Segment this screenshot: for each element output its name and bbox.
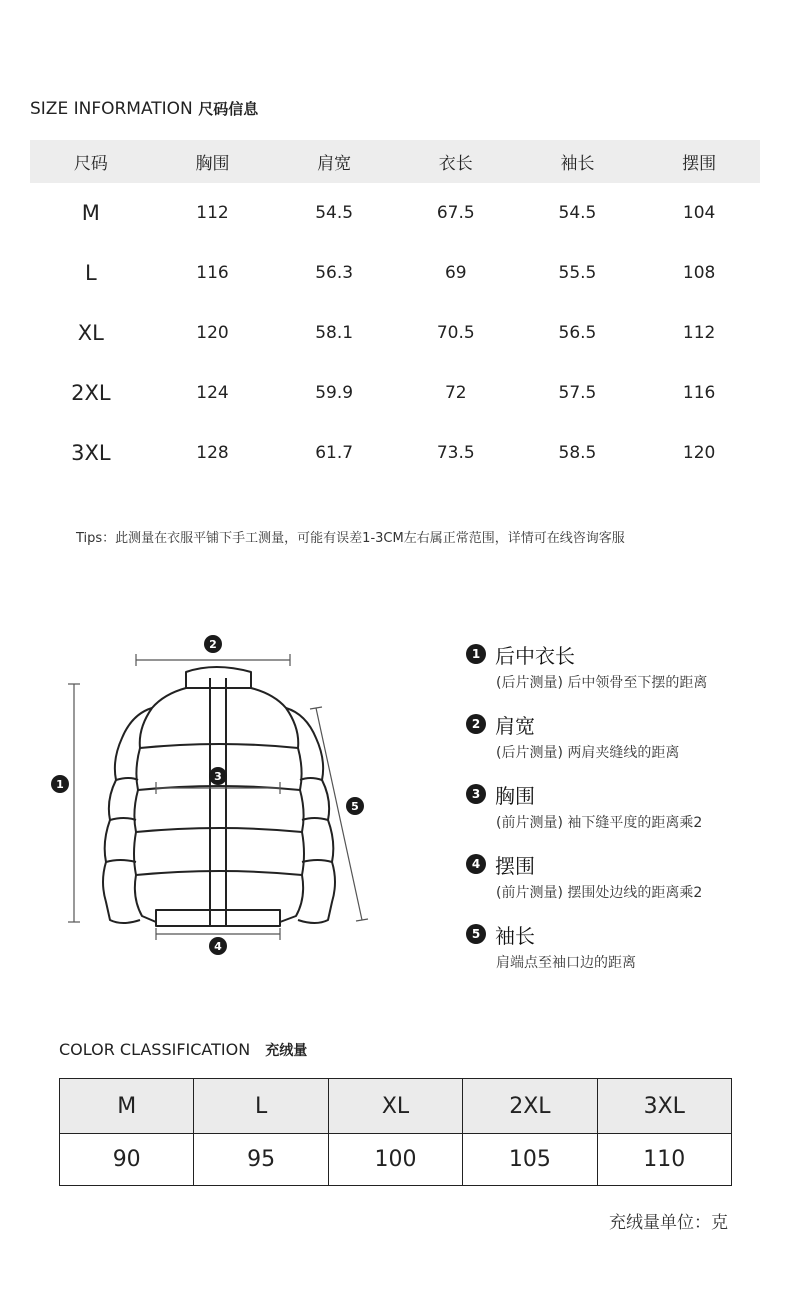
- cell-sleeve: 55.5: [558, 263, 597, 283]
- fill-value-3xl: 110: [597, 1134, 731, 1186]
- cell-chest: 112: [196, 203, 229, 223]
- header-shoulder: 肩宽: [273, 140, 395, 183]
- header-sleeve: 袖长: [517, 140, 639, 183]
- fill-header-3xl: 3XL: [597, 1079, 731, 1134]
- cell-shoulder: 54.5: [315, 203, 354, 223]
- measurement-tips: Tips：此测量在衣服平铺下手工测量，可能有误差1-3CM左右属正常范围，详情可在线咨询客服: [76, 531, 625, 546]
- marker-5-badge: [346, 797, 364, 815]
- marker-3-badge: [209, 767, 227, 785]
- zipper-placket: [210, 678, 226, 926]
- cell-shoulder: 61.7: [315, 443, 354, 463]
- cell-size: XL: [77, 321, 104, 345]
- cell-length: 72: [444, 383, 467, 403]
- legend-number-badge: 1: [466, 644, 486, 664]
- legend-title: 肩宽: [495, 713, 535, 738]
- header-length: 衣长: [395, 140, 517, 183]
- legend-title: 摆围: [495, 853, 535, 878]
- cell-shoulder: 59.9: [315, 383, 354, 403]
- table-row: [30, 303, 760, 363]
- legend-title: 袖长: [495, 923, 535, 948]
- cell-hem: 120: [682, 443, 716, 463]
- table-row: [30, 243, 760, 303]
- legend-description: 肩端点至袖口边的距离: [496, 955, 636, 971]
- legend-description: (前片测量) 摆围处边线的距离乘2: [496, 885, 703, 901]
- cell-sleeve: 57.5: [558, 383, 597, 403]
- marker-1-label: 1: [56, 778, 64, 791]
- cell-sleeve: 58.5: [558, 443, 597, 463]
- table-row: [30, 423, 760, 483]
- cell-size: L: [84, 261, 97, 285]
- fill-value-m: 90: [60, 1134, 194, 1186]
- cell-chest: 128: [196, 443, 229, 463]
- hem-band: [156, 910, 280, 926]
- size-section-title: [30, 98, 258, 119]
- marker-3-label: 3: [214, 770, 222, 783]
- header-chest: 胸围: [152, 140, 274, 183]
- size-table: [30, 140, 760, 483]
- legend-description: (前片测量) 袖下缝平度的距离乘2: [496, 815, 703, 831]
- right-sleeve-outline: [286, 708, 335, 923]
- legend-item: [466, 780, 776, 832]
- color-title-en: COLOR CLASSIFICATION: [59, 1040, 251, 1059]
- marker-2-label: 2: [209, 638, 217, 651]
- down-fill-table: [59, 1078, 732, 1186]
- cell-length: 69: [444, 263, 467, 283]
- legend-item: [466, 640, 776, 692]
- color-title-cn: 充绒量: [265, 1043, 308, 1059]
- marker-4-badge: [209, 937, 227, 955]
- legend-description: (后片测量) 后中领骨至下摆的距离: [496, 675, 708, 691]
- legend-item: [466, 850, 776, 902]
- legend-item: [466, 920, 776, 972]
- marker-5-label: 5: [351, 800, 359, 813]
- marker-4-label: 4: [214, 940, 222, 953]
- legend-title: 后中衣长: [495, 643, 575, 668]
- size-title-cn: 尺码信息: [198, 100, 259, 118]
- cell-chest: 124: [196, 383, 229, 403]
- color-section-title: [59, 1040, 307, 1060]
- measurement-legend: [466, 640, 776, 990]
- cell-size: 3XL: [71, 441, 111, 465]
- marker-2-badge: [204, 635, 222, 653]
- cell-sleeve: 56.5: [558, 323, 597, 343]
- header-size: 尺码: [30, 140, 152, 183]
- cell-size: 2XL: [71, 381, 111, 405]
- left-sleeve-outline: [103, 708, 152, 923]
- fill-value-2xl: 105: [463, 1134, 597, 1186]
- fill-header-2xl: 2XL: [463, 1079, 597, 1134]
- cell-length: 73.5: [436, 443, 475, 463]
- collar-outline: [186, 667, 251, 688]
- table-row: [30, 183, 760, 243]
- fill-unit-note: 充绒量单位：克: [609, 1213, 728, 1233]
- cell-hem: 104: [682, 203, 716, 223]
- legend-number-badge: 3: [466, 784, 486, 804]
- cell-length: 67.5: [436, 203, 475, 223]
- legend-title: 胸围: [495, 783, 535, 808]
- legend-number-badge: 5: [466, 924, 486, 944]
- legend-item: [466, 710, 776, 762]
- cell-length: 70.5: [436, 323, 475, 343]
- fill-table-header-row: [60, 1079, 732, 1134]
- jacket-diagram: [40, 620, 390, 965]
- legend-number-badge: 2: [466, 714, 486, 734]
- table-row: [60, 1134, 732, 1186]
- fill-value-xl: 100: [328, 1134, 462, 1186]
- fill-header-l: L: [194, 1079, 328, 1134]
- cell-sleeve: 54.5: [558, 203, 597, 223]
- table-row: [30, 363, 760, 423]
- cell-shoulder: 56.3: [315, 263, 354, 283]
- cell-hem: 108: [682, 263, 716, 283]
- cell-chest: 120: [196, 323, 229, 343]
- size-table-header-row: [30, 140, 760, 183]
- fill-value-l: 95: [194, 1134, 328, 1186]
- header-hem: 摆围: [638, 140, 760, 183]
- size-title-en: SIZE INFORMATION: [30, 99, 193, 119]
- legend-description: (后片测量) 两肩夹缝线的距离: [496, 745, 680, 761]
- cell-size: M: [81, 201, 100, 225]
- fill-header-xl: XL: [328, 1079, 462, 1134]
- cell-hem: 116: [682, 383, 716, 403]
- cell-shoulder: 58.1: [315, 323, 354, 343]
- fill-header-m: M: [60, 1079, 194, 1134]
- body-outline: [134, 688, 304, 922]
- cell-hem: 112: [682, 323, 716, 343]
- cell-chest: 116: [196, 263, 229, 283]
- marker-1-badge: [51, 775, 69, 793]
- legend-number-badge: 4: [466, 854, 486, 874]
